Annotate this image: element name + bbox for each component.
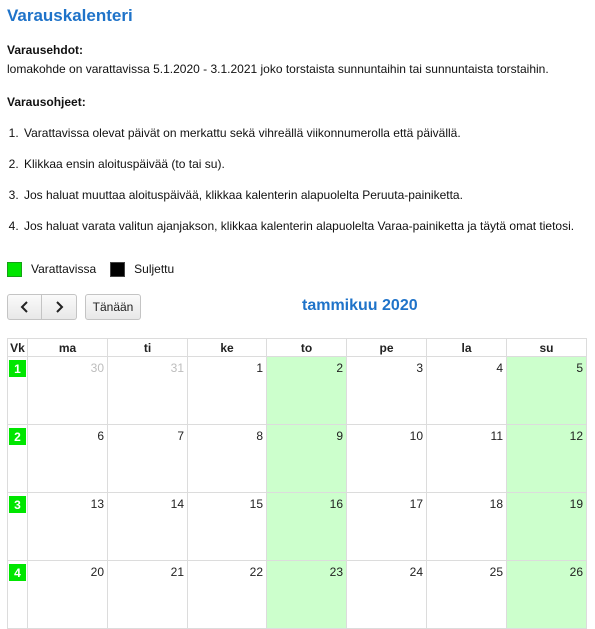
day-header: ke [188, 339, 267, 357]
legend-available-swatch [7, 262, 22, 277]
day-cell [108, 357, 188, 425]
day-cell [427, 493, 507, 561]
day-cell [427, 561, 507, 629]
day-number: 10 [409, 429, 423, 443]
day-cell [347, 357, 427, 425]
instruction-item: 1. Varattavissa olevat päivät on merkattu sekä vihreällä viikonnumerolla että päivällä. [22, 118, 574, 149]
week-cell [8, 561, 28, 629]
day-header: su [507, 339, 587, 357]
day-header: ti [108, 339, 188, 357]
week-cell [8, 493, 28, 561]
day-cell [347, 425, 427, 493]
day-cell [188, 357, 267, 425]
chevron-left-icon [20, 301, 30, 313]
week-number-badge[interactable]: 4 [9, 564, 26, 581]
day-number: 23 [329, 565, 343, 579]
week-row [8, 357, 587, 425]
week-row [8, 425, 587, 493]
day-cell [427, 425, 507, 493]
week-column-header: Vk [8, 339, 28, 357]
day-number: 8 [256, 429, 263, 443]
day-cell-available[interactable] [267, 561, 347, 629]
day-number: 22 [249, 565, 263, 579]
day-cell [188, 561, 267, 629]
terms-heading: Varausehdot: [7, 43, 84, 57]
day-header: pe [347, 339, 427, 357]
chevron-right-icon [54, 301, 64, 313]
day-number: 15 [249, 497, 263, 511]
day-number: 5 [576, 361, 583, 375]
calendar-grid [7, 338, 587, 629]
week-cell [8, 357, 28, 425]
instruction-item: 3. Jos haluat muuttaa aloituspäivää, klikkaa kalenterin alapuolelta Peruuta-painiketta. [22, 180, 574, 211]
page-title: Varauskalenteri [7, 6, 133, 25]
day-cell-available[interactable] [507, 425, 587, 493]
day-number: 2 [336, 361, 343, 375]
day-number: 31 [170, 361, 184, 375]
day-number: 14 [170, 497, 184, 511]
day-cell [427, 357, 507, 425]
day-cell [28, 357, 108, 425]
day-number: 19 [569, 497, 583, 511]
terms-text: lomakohde on varattavissa 5.1.2020 - 3.1.2021 joko torstaista sunnuntaihin tai sunnuntaista torstaihin. [7, 62, 549, 76]
month-nav [7, 294, 77, 320]
week-row [8, 561, 587, 629]
instruction-item: 4. Jos haluat varata valitun ajanjakson, klikkaa kalenterin alapuolelta Varaa-painiketta ja täytä omat tietosi. [22, 211, 574, 242]
prev-month-button[interactable] [7, 294, 42, 320]
day-cell-available[interactable] [507, 357, 587, 425]
today-button[interactable]: Tänään [85, 294, 141, 320]
day-number: 1 [256, 361, 263, 375]
instruction-item: 2. Klikkaa ensin aloituspäivää (to tai su). [22, 149, 574, 180]
day-number: 3 [416, 361, 423, 375]
day-number: 4 [496, 361, 503, 375]
week-row [8, 493, 587, 561]
week-number-badge[interactable]: 3 [9, 496, 26, 513]
instructions-heading: Varausohjeet: [7, 95, 86, 109]
day-number: 18 [489, 497, 503, 511]
day-number: 24 [409, 565, 423, 579]
instructions-list [0, 118, 574, 242]
legend-closed-swatch [110, 262, 125, 277]
day-header: la [427, 339, 507, 357]
day-cell [108, 493, 188, 561]
day-number: 20 [90, 565, 104, 579]
day-cell [347, 493, 427, 561]
day-cell [28, 493, 108, 561]
day-number: 7 [177, 429, 184, 443]
legend [7, 259, 188, 279]
day-cell-available[interactable] [507, 561, 587, 629]
day-number: 17 [409, 497, 423, 511]
next-month-button[interactable] [42, 294, 77, 320]
day-cell [28, 425, 108, 493]
day-cell [28, 561, 108, 629]
day-number: 11 [490, 429, 503, 443]
week-number-badge[interactable]: 1 [9, 360, 26, 377]
day-cell [188, 425, 267, 493]
day-number: 13 [90, 497, 104, 511]
day-number: 6 [97, 429, 104, 443]
week-cell [8, 425, 28, 493]
day-cell-available[interactable] [267, 357, 347, 425]
day-number: 26 [569, 565, 583, 579]
day-number: 25 [489, 565, 503, 579]
day-cell [188, 493, 267, 561]
day-header: ma [28, 339, 108, 357]
day-cell-available[interactable] [267, 493, 347, 561]
day-cell-available[interactable] [507, 493, 587, 561]
day-number: 30 [90, 361, 104, 375]
day-number: 12 [569, 429, 583, 443]
week-number-badge[interactable]: 2 [9, 428, 26, 445]
month-title: tammikuu 2020 [302, 297, 418, 314]
legend-available-label: Varattavissa [31, 262, 97, 276]
day-number: 21 [170, 565, 184, 579]
day-number: 9 [336, 429, 343, 443]
day-cell [108, 561, 188, 629]
day-cell [108, 425, 188, 493]
day-cell [347, 561, 427, 629]
day-number: 16 [329, 497, 343, 511]
day-header: to [267, 339, 347, 357]
day-cell-available[interactable] [267, 425, 347, 493]
legend-closed-label: Suljettu [134, 262, 175, 276]
